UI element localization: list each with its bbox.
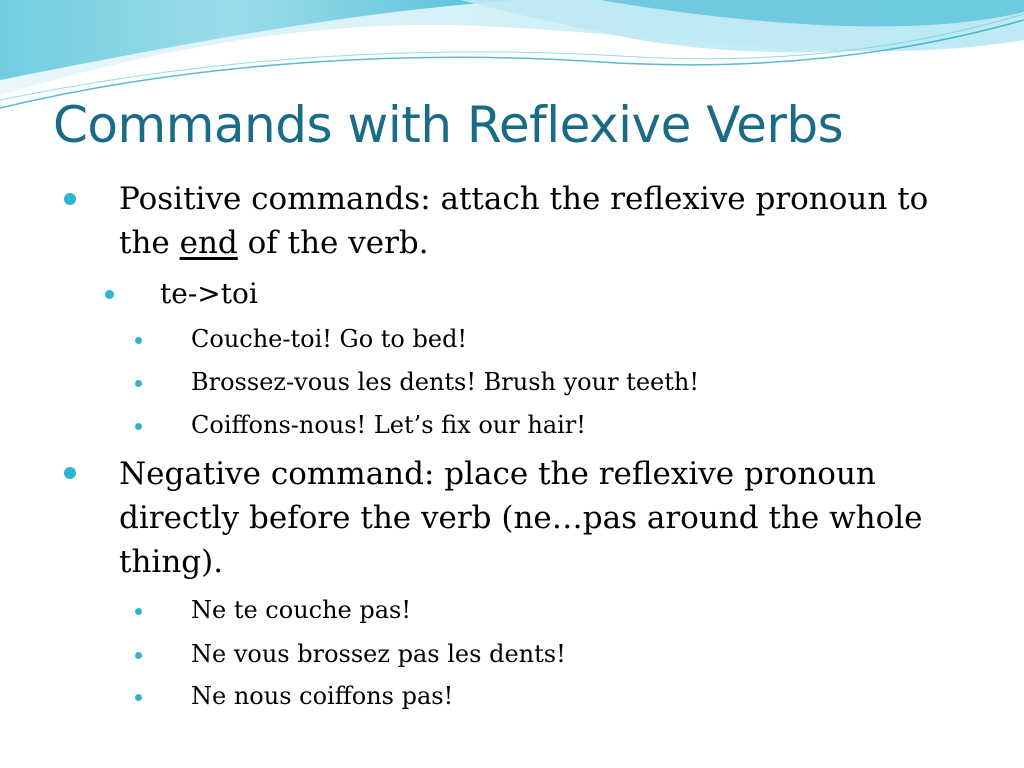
bullet-dot-icon [135,423,142,430]
bullet-dot-icon [135,652,142,659]
bullet-negative-command: Negative command: place the reflexive pronoun directly before the verb (ne…pas around the whole thing). [119,456,923,580]
bullet-dot-icon [64,193,76,205]
positive-example-3: Coiffons-nous! Let’s fix our hair! [191,411,586,439]
negative-example-3: Ne nous coiffons pas! [191,682,454,710]
bullet-dot-icon [135,694,142,701]
positive-example-2: Brossez-vous les dents! Brush your teeth! [191,368,699,396]
negative-example-1: Ne te couche pas! [191,596,412,624]
bullet-positive-commands [119,177,979,265]
emphasis-text: end [179,225,238,261]
bullet-text: Positive commands: attach the reflexive pronoun to the [119,181,929,261]
bullet-dot-icon [105,290,114,299]
bullet-dot-icon [135,337,142,344]
positive-example-1: Couche-toi! Go to bed! [191,325,468,353]
negative-example-2: Ne vous brossez pas les dents! [191,640,566,668]
slide-title: Commands with Reflexive Verbs [53,96,844,154]
bullet-text: of the verb. [237,225,429,261]
bullet-dot-icon [135,608,142,615]
bullet-dot-icon [135,380,142,387]
bullet-dot-icon [64,467,76,479]
bullet-pronoun-change: te->toi [160,277,258,310]
